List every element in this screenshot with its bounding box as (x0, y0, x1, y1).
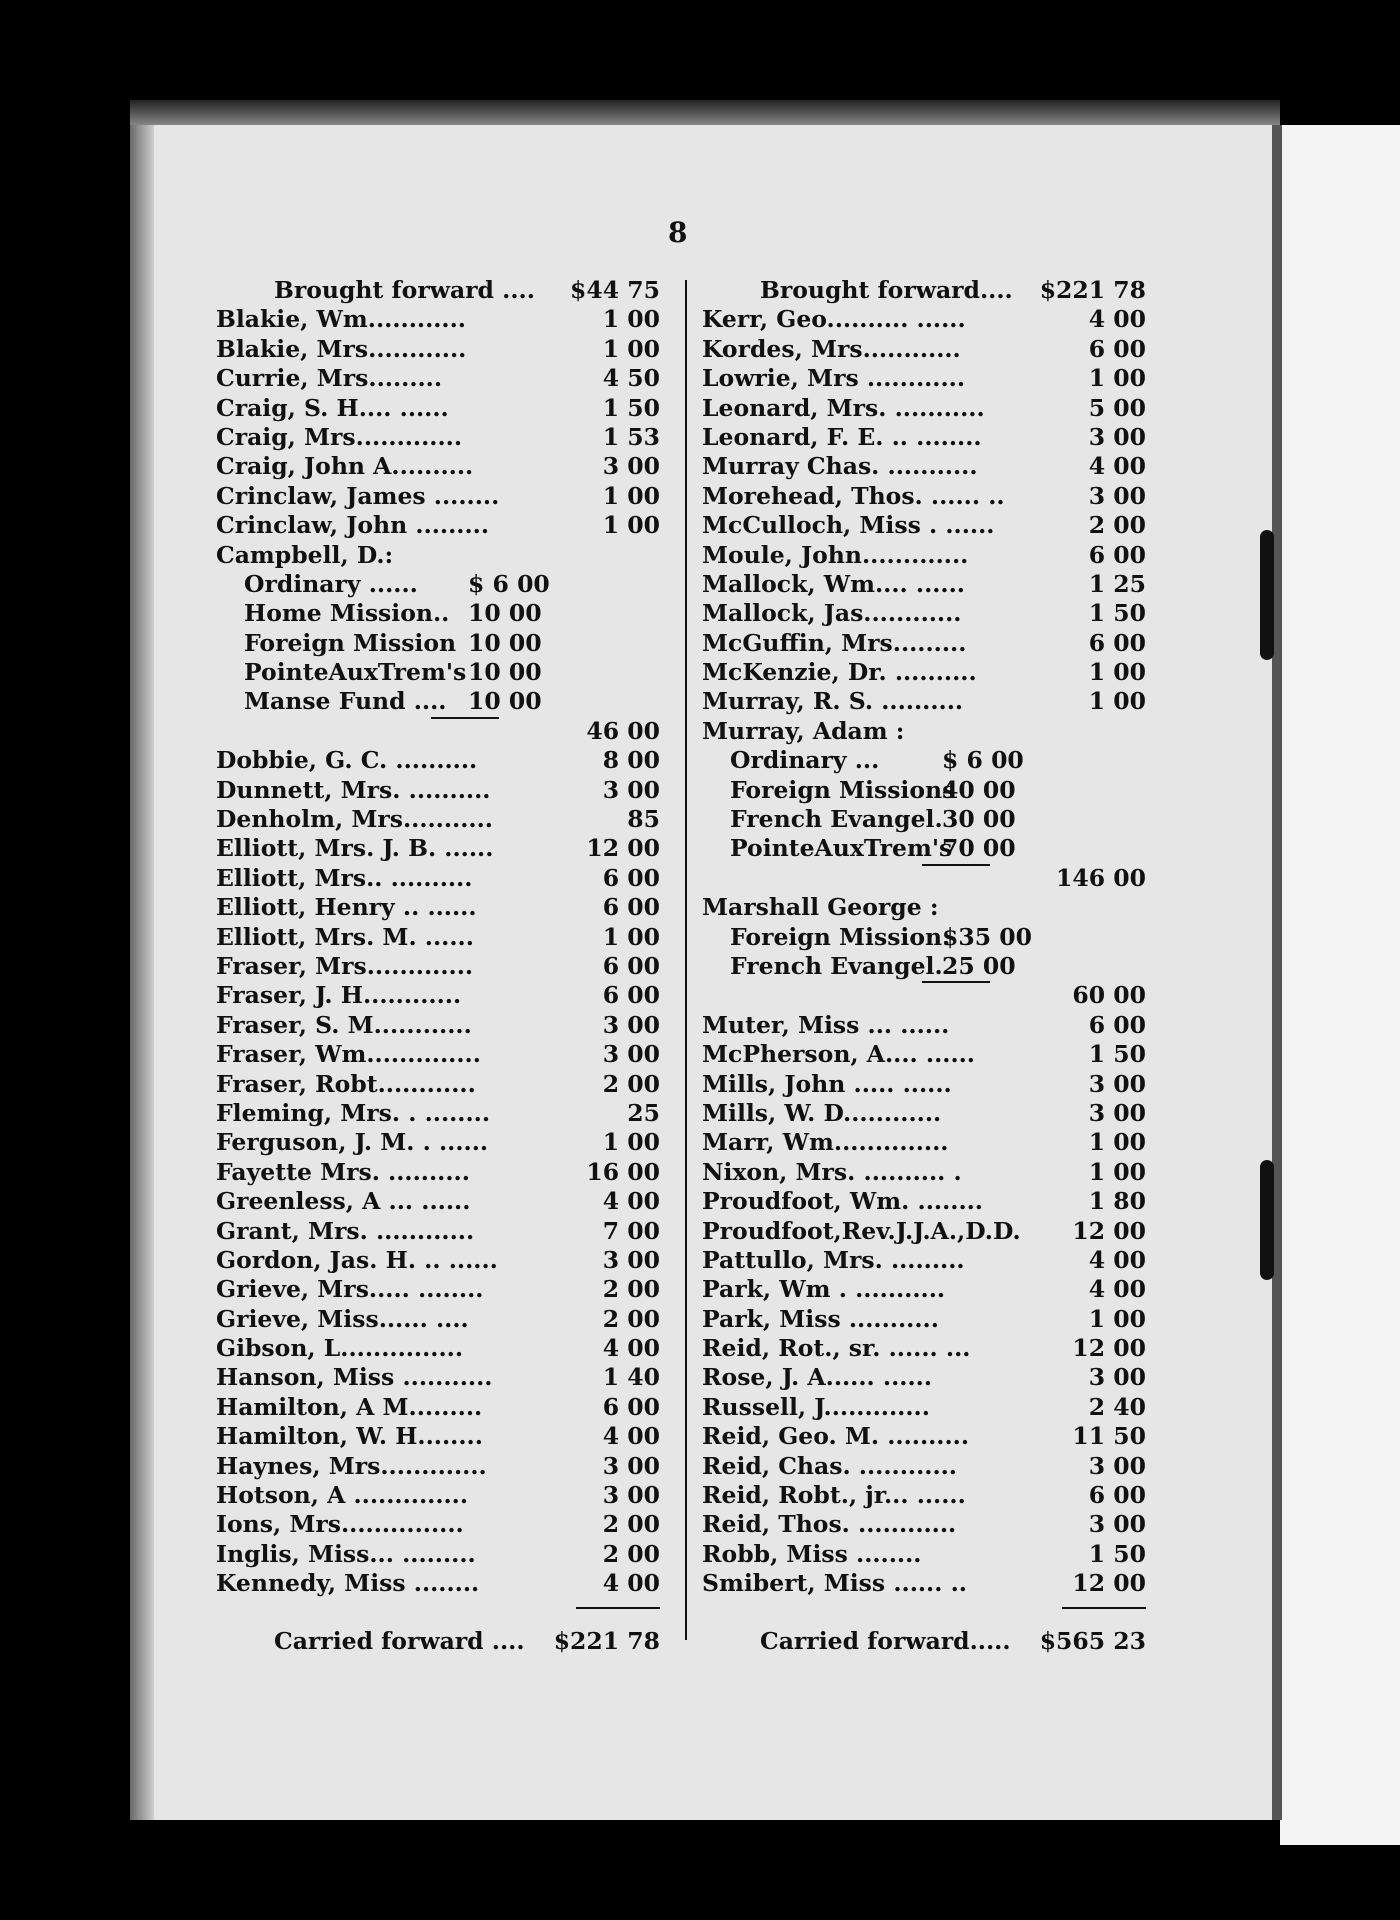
ledger-row (216, 423, 660, 452)
entry-name: Ordinary ... (730, 746, 880, 775)
entry-amount: 4 00 (1088, 1245, 1146, 1274)
entry-name: PointeAuxTrem's (730, 834, 953, 863)
ledger-row (702, 511, 1146, 540)
entry-amount: 3 00 (602, 1481, 660, 1510)
entry-amount: 1 00 (1088, 1128, 1146, 1157)
entry-name: Crinclaw, James ........ (216, 481, 500, 510)
entry-name: Russell, J............. (702, 1392, 930, 1421)
entry-name: PointeAuxTrem's (244, 658, 467, 687)
ledger-row (702, 1305, 1146, 1334)
ledger-row (702, 452, 1146, 481)
entry-amount: 4 00 (1088, 1275, 1146, 1304)
ledger-row (702, 1040, 1146, 1069)
ledger-row (702, 1510, 1146, 1539)
entry-amount: 16 00 (586, 1157, 660, 1186)
ledger-row (702, 1011, 1146, 1040)
sub-amount: 25 00 (942, 951, 1016, 980)
ledger-row (216, 1217, 660, 1246)
entry-name: Mills, John ..... ...... (702, 1069, 952, 1098)
entry-name: Reid, Geo. M. .......... (702, 1422, 970, 1451)
entry-name: Reid, Thos. ............ (702, 1510, 957, 1539)
entry-amount: 85 (627, 805, 660, 834)
ledger-row (702, 541, 1146, 570)
entry-name: Mallock, Wm.... ...... (702, 569, 965, 598)
ledger-row (216, 364, 660, 393)
entry-name: Kerr, Geo.......... ...... (702, 305, 966, 334)
entry-amount: 6 00 (602, 863, 660, 892)
entry-amount: 4 50 (602, 364, 660, 393)
entry-name: Grieve, Mrs..... ........ (216, 1275, 484, 1304)
entry-amount: 1 00 (602, 305, 660, 334)
entry-amount: 4 00 (1088, 305, 1146, 334)
ledger-row (216, 1569, 660, 1598)
ledger-row (216, 1481, 660, 1510)
entry-name: Reid, Robt., jr... ...... (702, 1481, 966, 1510)
ledger-row (216, 1363, 660, 1392)
entry-name: Rose, J. A...... ...... (702, 1363, 932, 1392)
entry-name: McKenzie, Dr. .......... (702, 658, 977, 687)
ledger-row (702, 1070, 1146, 1099)
entry-name: Kennedy, Miss ........ (216, 1569, 480, 1598)
ledger-row (216, 1158, 660, 1187)
entry-amount: 1 00 (602, 511, 660, 540)
ledger-row (216, 1510, 660, 1539)
ledger-row (702, 1128, 1146, 1157)
entry-name: Foreign Mission. (730, 922, 951, 951)
entry-name: Elliott, Mrs. M. ...... (216, 922, 474, 951)
ledger-row (216, 1393, 660, 1422)
entry-amount: 1 50 (1088, 1539, 1146, 1568)
entry-amount: 6 00 (602, 981, 660, 1010)
entry-amount: 2 00 (602, 1275, 660, 1304)
entry-name: Robb, Miss ........ (702, 1539, 922, 1568)
entry-amount: 1 00 (602, 1128, 660, 1157)
entry-amount: 1 50 (602, 393, 660, 422)
entry-name: Muter, Miss ... ...... (702, 1010, 950, 1039)
ledger-row (216, 893, 660, 922)
page-left-edge (130, 125, 154, 1820)
subtotal-rule (922, 981, 990, 983)
carried-forward-row (702, 1627, 1146, 1656)
left-column (216, 276, 660, 1656)
entry-amount: 3 00 (602, 1451, 660, 1480)
ledger-row (702, 276, 1146, 305)
entry-name: Ions, Mrs............... (216, 1510, 464, 1539)
subtotal-row (216, 717, 660, 746)
entry-amount: 146 00 (1056, 863, 1146, 892)
total-rule (576, 1607, 660, 1609)
entry-name: Craig, Mrs............. (216, 422, 463, 451)
entry-amount: 8 00 (602, 746, 660, 775)
entry-amount: $221 78 (1039, 276, 1146, 304)
entry-amount: 1 00 (602, 334, 660, 363)
entry-name: Mills, W. D............ (702, 1098, 942, 1127)
entry-amount: 4 00 (602, 1334, 660, 1363)
ledger-row (216, 1128, 660, 1157)
ledger-row (702, 1540, 1146, 1569)
entry-amount: 3 00 (602, 1010, 660, 1039)
carried-forward-amount: $221 78 (553, 1626, 660, 1655)
sub-entry-row (702, 746, 1146, 775)
entry-amount: 11 50 (1072, 1422, 1146, 1451)
sub-entry-row (702, 923, 1146, 952)
entry-amount: 46 00 (586, 716, 660, 745)
ledger-row (216, 1011, 660, 1040)
ledger-row (216, 923, 660, 952)
entry-amount: 1 00 (1088, 1304, 1146, 1333)
entry-amount: 3 00 (602, 1040, 660, 1069)
ledger-row (702, 1393, 1146, 1422)
sub-amount: 30 00 (942, 805, 1016, 834)
ledger-row (702, 394, 1146, 423)
entry-name: Blakie, Wm............ (216, 305, 466, 334)
entry-name: Marr, Wm.............. (702, 1128, 949, 1157)
ledger-row (216, 1070, 660, 1099)
subtotal-row (702, 981, 1146, 1010)
entry-amount: 1 53 (602, 422, 660, 451)
ledger-row (702, 1481, 1146, 1510)
entry-amount: 2 40 (1088, 1392, 1146, 1421)
carried-forward-label: Carried forward .... (274, 1626, 525, 1655)
entry-amount: 2 00 (602, 1539, 660, 1568)
entry-name: Park, Wm . ........... (702, 1275, 946, 1304)
entry-name: French Evangel. (730, 951, 943, 980)
entry-name: Craig, John A.......... (216, 452, 474, 481)
entry-amount: 3 00 (1088, 1363, 1146, 1392)
entry-name: Elliott, Mrs. J. B. ...... (216, 834, 494, 863)
entry-name: Foreign Mission (244, 628, 457, 657)
entry-amount: $44 75 (570, 276, 660, 304)
ledger-row (702, 1334, 1146, 1363)
binding-gutter (1272, 125, 1282, 1820)
entry-amount: 6 00 (1088, 540, 1146, 569)
ledger-row (702, 629, 1146, 658)
ledger-row (702, 570, 1146, 599)
entry-name: Gordon, Jas. H. .. ...... (216, 1245, 498, 1274)
entry-name: Greenless, A ... ...... (216, 1187, 471, 1216)
entry-name: Inglis, Miss... ......... (216, 1539, 476, 1568)
ledger-row (702, 1452, 1146, 1481)
entry-name: Hamilton, A M......... (216, 1392, 483, 1421)
ledger-row (702, 1158, 1146, 1187)
entry-amount: 12 00 (586, 834, 660, 863)
ledger-row (702, 893, 1146, 922)
entry-name: Fraser, Mrs............. (216, 951, 474, 980)
entry-name: Marshall George : (702, 893, 939, 922)
entry-name: Fleming, Mrs. . ........ (216, 1098, 491, 1127)
entry-name: Hotson, A .............. (216, 1481, 469, 1510)
entry-name: Murray, R. S. .......... (702, 687, 964, 716)
entry-name: Crinclaw, John ......... (216, 511, 490, 540)
entry-name: Leonard, Mrs. ........... (702, 393, 985, 422)
entry-amount: 3 00 (1088, 1451, 1146, 1480)
sub-amount: 10 00 (468, 628, 542, 657)
carried-forward-amount: $565 23 (1039, 1626, 1146, 1655)
entry-name: Proudfoot,Rev.J.J.A.,D.D. (702, 1216, 1021, 1245)
entry-name: Fraser, Robt............ (216, 1069, 476, 1098)
right-column (702, 276, 1146, 1656)
entry-name: Reid, Chas. ............ (702, 1451, 957, 1480)
ledger-row (216, 452, 660, 481)
carried-forward-label: Carried forward..... (760, 1626, 1011, 1655)
ledger-row (702, 423, 1146, 452)
ledger-row (216, 1246, 660, 1275)
entry-amount: 1 00 (602, 922, 660, 951)
entry-amount: 12 00 (1072, 1334, 1146, 1363)
carried-forward-row (216, 1627, 660, 1656)
entry-name: McPherson, A.... ...... (702, 1040, 975, 1069)
ledger-row (216, 335, 660, 364)
entry-name: Hamilton, W. H........ (216, 1422, 483, 1451)
entry-amount: 1 80 (1088, 1187, 1146, 1216)
sub-amount: 10 00 (468, 599, 542, 628)
ledger-row (702, 482, 1146, 511)
entry-amount: 3 00 (1088, 1069, 1146, 1098)
entry-name: Currie, Mrs......... (216, 364, 443, 393)
entry-name: Denholm, Mrs........... (216, 805, 493, 834)
ledger-row (216, 276, 660, 305)
entry-name: Hanson, Miss ........... (216, 1363, 493, 1392)
entry-amount: 3 00 (1088, 1098, 1146, 1127)
entry-name: Nixon, Mrs. .......... . (702, 1157, 962, 1186)
ledger-row (702, 1246, 1146, 1275)
ledger-row (702, 599, 1146, 628)
entry-name: McGuffin, Mrs......... (702, 628, 967, 657)
entry-amount: 7 00 (602, 1216, 660, 1245)
entry-name: Moule, John............. (702, 540, 969, 569)
sub-entry-row (702, 805, 1146, 834)
entry-amount: 3 00 (1088, 481, 1146, 510)
sub-amount: 10 00 (468, 687, 542, 716)
ledger-row (216, 394, 660, 423)
entry-name: Murray, Adam : (702, 716, 905, 745)
ledger-row (216, 1275, 660, 1304)
entry-amount: 1 25 (1088, 569, 1146, 598)
ledger-row (702, 1275, 1146, 1304)
entry-name: Home Mission.. (244, 599, 450, 628)
entry-name: Foreign Missions (730, 775, 956, 804)
ledger-row (702, 364, 1146, 393)
entry-name: Smibert, Miss ...... .. (702, 1569, 967, 1598)
entry-amount: 4 00 (602, 1569, 660, 1598)
entry-name: Morehead, Thos. ...... .. (702, 481, 1005, 510)
ledger-row (216, 1187, 660, 1216)
entry-amount: 4 00 (602, 1422, 660, 1451)
entry-name: Proudfoot, Wm. ........ (702, 1187, 983, 1216)
binding-clip-upper (1260, 530, 1274, 660)
entry-name: Fayette Mrs. .......... (216, 1157, 470, 1186)
facing-page-edge (1280, 125, 1400, 1845)
entry-name: Dunnett, Mrs. .......... (216, 775, 491, 804)
ledger-row (216, 981, 660, 1010)
ledger-row (216, 1334, 660, 1363)
entry-name: Pattullo, Mrs. ......... (702, 1245, 965, 1274)
entry-name: Fraser, S. M............ (216, 1010, 472, 1039)
entry-amount: 6 00 (1088, 628, 1146, 657)
ledger-row (702, 1363, 1146, 1392)
entry-amount: 1 50 (1088, 1040, 1146, 1069)
ledger-row (216, 776, 660, 805)
entry-amount: 6 00 (1088, 1010, 1146, 1039)
ledger-row (216, 1099, 660, 1128)
sub-entry-row (216, 687, 660, 716)
entry-name: McCulloch, Miss . ...... (702, 511, 995, 540)
entry-name: Brought forward .... (274, 276, 535, 304)
ledger-row (702, 1569, 1146, 1598)
sub-amount: $ 6 00 (942, 746, 1024, 775)
sub-entry-row (702, 776, 1146, 805)
ledger-row (702, 1187, 1146, 1216)
entry-amount: 2 00 (602, 1304, 660, 1333)
ledger-row (702, 687, 1146, 716)
entry-name: Manse Fund .... (244, 687, 447, 716)
entry-name: Ferguson, J. M. . ...... (216, 1128, 489, 1157)
sub-entry-row (702, 952, 1146, 981)
entry-amount: 1 00 (1088, 1157, 1146, 1186)
ledger-row (216, 1452, 660, 1481)
entry-name: Haynes, Mrs............. (216, 1451, 487, 1480)
sub-amount: $35 00 (942, 922, 1032, 951)
entry-amount: 1 40 (602, 1363, 660, 1392)
total-rule (1062, 1607, 1146, 1609)
ledger-row (216, 805, 660, 834)
entry-name: Mallock, Jas............ (702, 599, 962, 628)
entry-name: Lowrie, Mrs ............ (702, 364, 966, 393)
entry-amount: 1 00 (602, 481, 660, 510)
sub-entry-row (216, 629, 660, 658)
ledger-row (216, 1422, 660, 1451)
entry-name: Gibson, L............... (216, 1334, 464, 1363)
entry-name: Murray Chas. ........... (702, 452, 978, 481)
ledger-row (216, 952, 660, 981)
entry-name: Kordes, Mrs............ (702, 334, 961, 363)
entry-name: Campbell, D.: (216, 540, 394, 569)
entry-amount: 6 00 (1088, 1481, 1146, 1510)
entry-name: Elliott, Mrs.. .......... (216, 863, 473, 892)
sub-entry-row (702, 834, 1146, 863)
ledger-row (216, 1040, 660, 1069)
sub-amount: 70 00 (942, 834, 1016, 863)
subtotal-row (702, 864, 1146, 893)
entry-amount: 2 00 (602, 1510, 660, 1539)
ledger-row (216, 541, 660, 570)
page-number: 8 (668, 216, 688, 249)
entry-name: Grieve, Miss...... .... (216, 1304, 469, 1333)
sub-entry-row (216, 599, 660, 628)
sub-entry-row (216, 658, 660, 687)
entry-name: Elliott, Henry .. ...... (216, 893, 477, 922)
entry-name: Ordinary ...... (244, 569, 418, 598)
ledger-row (216, 511, 660, 540)
entry-name: Reid, Rot., sr. ...... ... (702, 1334, 971, 1363)
entry-name: Dobbie, G. C. .......... (216, 746, 478, 775)
ledger-row (702, 335, 1146, 364)
entry-amount: 6 00 (602, 1392, 660, 1421)
ledger-row (216, 482, 660, 511)
entry-name: Fraser, J. H............ (216, 981, 462, 1010)
entry-amount: 3 00 (602, 775, 660, 804)
entry-amount: 6 00 (602, 951, 660, 980)
entry-amount: 4 00 (602, 1187, 660, 1216)
entry-amount: 1 00 (1088, 658, 1146, 687)
ledger-row (216, 305, 660, 334)
ledger-row (702, 1422, 1146, 1451)
ledger-row (216, 864, 660, 893)
entry-name: French Evangel. (730, 805, 943, 834)
entry-amount: 4 00 (1088, 452, 1146, 481)
entry-name: Fraser, Wm.............. (216, 1040, 481, 1069)
entry-amount: 25 (627, 1098, 660, 1127)
ledger-row (702, 1217, 1146, 1246)
entry-name: Brought forward.... (760, 276, 1013, 304)
ledger-row (702, 1099, 1146, 1128)
sub-amount: 10 00 (468, 658, 542, 687)
entry-amount: 2 00 (1088, 511, 1146, 540)
entry-name: Blakie, Mrs............ (216, 334, 467, 363)
entry-amount: 6 00 (1088, 334, 1146, 363)
entry-name: Grant, Mrs. ............ (216, 1216, 475, 1245)
entry-amount: 3 00 (1088, 1510, 1146, 1539)
entry-amount: 3 00 (602, 452, 660, 481)
entry-amount: 12 00 (1072, 1216, 1146, 1245)
ledger-row (702, 717, 1146, 746)
entry-name: Craig, S. H.... ...... (216, 393, 449, 422)
ledger-row (216, 1305, 660, 1334)
entry-amount: 1 00 (1088, 687, 1146, 716)
binding-clip-lower (1260, 1160, 1274, 1280)
ledger-row (216, 1540, 660, 1569)
entry-amount: 12 00 (1072, 1569, 1146, 1598)
sub-entry-row (216, 570, 660, 599)
ledger-row (702, 305, 1146, 334)
ledger-row (216, 834, 660, 863)
entry-amount: 1 00 (1088, 364, 1146, 393)
entry-amount: 6 00 (602, 893, 660, 922)
ledger-row (702, 658, 1146, 687)
entry-amount: 3 00 (602, 1245, 660, 1274)
sub-amount: 40 00 (942, 775, 1016, 804)
entry-amount: 60 00 (1072, 981, 1146, 1010)
ledger-row (216, 746, 660, 775)
entry-name: Leonard, F. E. .. ........ (702, 422, 982, 451)
entry-amount: 3 00 (1088, 422, 1146, 451)
entry-amount: 5 00 (1088, 393, 1146, 422)
subtotal-rule (922, 864, 990, 866)
entry-name: Park, Miss ........... (702, 1304, 939, 1333)
entry-amount: 1 50 (1088, 599, 1146, 628)
sub-amount: $ 6 00 (468, 569, 550, 598)
subtotal-rule (431, 717, 499, 719)
entry-amount: 2 00 (602, 1069, 660, 1098)
column-divider (685, 280, 687, 1640)
